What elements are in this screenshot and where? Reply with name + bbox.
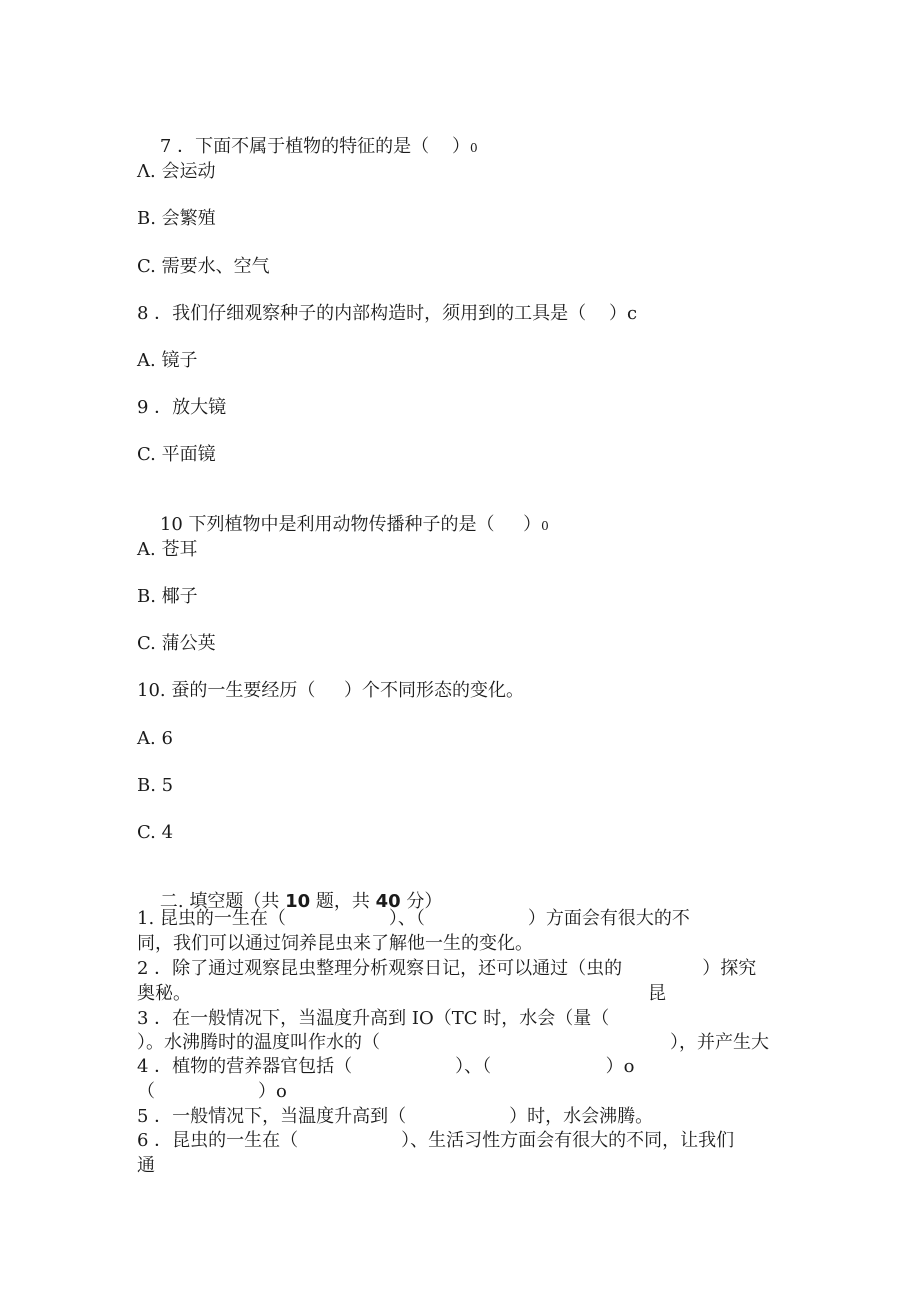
- fill-line-4: 4 ．植物的营养器官包括（ ）、（ ）o: [137, 1056, 635, 1077]
- fill-line-2-stray: 昆: [648, 983, 666, 1004]
- question-10a-tail: 0: [541, 519, 549, 533]
- question-10a-option-b: B. 椰子: [137, 586, 198, 607]
- question-7-option-b: B. 会繁殖: [137, 208, 216, 229]
- section-title-pre: 二. 填空题（共: [159, 891, 286, 912]
- section-title-mid: 题，共: [310, 891, 376, 912]
- fill-line-1: 1. 昆虫的一生在（ ）、（ ）方面会有很大的不: [137, 908, 690, 929]
- fill-line-6-cont: 通: [137, 1155, 155, 1176]
- question-7-option-c: C. 需要水、空气: [137, 256, 270, 277]
- question-10a-stem: [137, 492, 549, 559]
- section-question-count: 10: [285, 891, 311, 912]
- fill-line-2-cont: 奥秘。: [137, 983, 191, 1004]
- section-title-post: 分）: [400, 891, 443, 912]
- question-10a-text: 10 下列植物中是利用动物传播种子的是（ ）: [159, 514, 542, 535]
- fill-line-3: 3 ．在一般情况下，当温度升高到 IO（TC 时，水会（量（: [137, 1008, 610, 1029]
- fill-line-1-cont: 同，我们可以通过饲养昆虫来了解他一生的变化。: [137, 933, 533, 954]
- question-7-option-a: Λ. 会运动: [137, 161, 216, 182]
- question-8-option-a: A. 镜子: [137, 350, 198, 371]
- fill-line-2: 2 ．除了通过观察昆虫整理分析观察日记，还可以通过（虫的 ）探究: [137, 958, 757, 979]
- question-10b-option-c: C. 4: [137, 822, 174, 843]
- question-10b-option-a: A. 6: [137, 728, 173, 749]
- section-points: 40: [375, 891, 401, 912]
- fill-line-3-tail: ），并产生大: [670, 1032, 769, 1053]
- fill-line-4-cont: （ ）o: [137, 1081, 287, 1102]
- question-10b-stem: 10. 蚕的一生要经历（ ）个不同形态的变化。: [137, 680, 524, 701]
- question-10b-option-b: B. 5: [137, 775, 174, 796]
- fill-line-3-cont: ）。水沸腾时的温度叫作水的（: [137, 1032, 380, 1053]
- question-10a-option-a: A. 苍耳: [137, 539, 198, 560]
- question-10a-option-c: C. 蒲公英: [137, 633, 216, 654]
- question-8-option-b: 9 ．放大镜: [137, 397, 227, 418]
- fill-line-5: 5 ．一般情况下，当温度升高到（ ）时，水会沸腾。: [137, 1106, 654, 1127]
- question-7-text: 7 ．下面不属于植物的特征的是（ ）: [159, 136, 470, 157]
- fill-line-6: 6 ．昆虫的一生在（ ）、生活习性方面会有很大的不同，让我们: [137, 1130, 735, 1151]
- question-8-stem: 8 ．我们仔细观察种子的内部构造时，须用到的工具是（ ）c: [137, 303, 638, 324]
- question-7-tail: 0: [469, 141, 478, 155]
- question-8-option-c: C. 平面镜: [137, 444, 216, 465]
